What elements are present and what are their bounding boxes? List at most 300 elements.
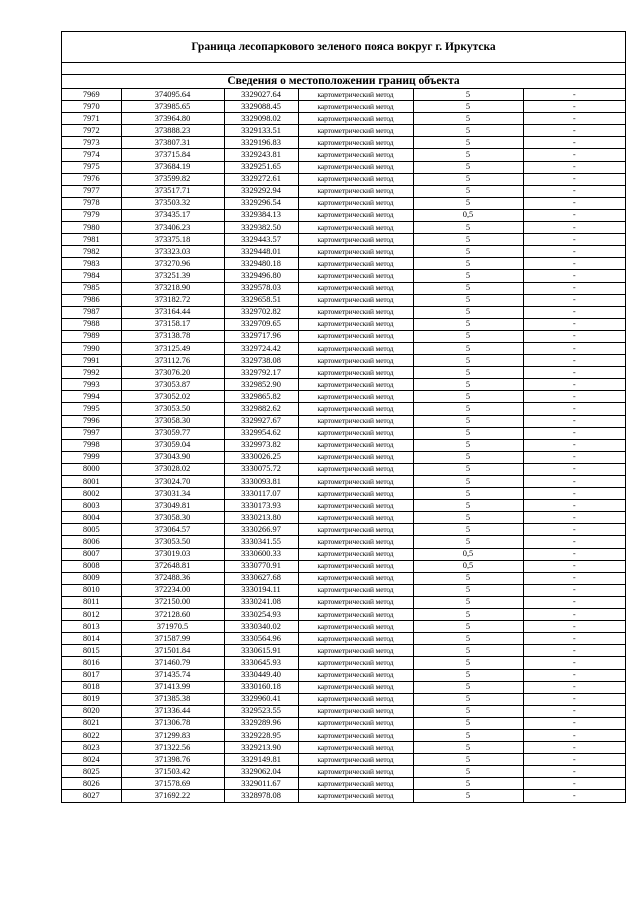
x-coordinate-cell: 372150.00 — [121, 596, 224, 608]
description-cell: - — [523, 258, 625, 270]
point-number-cell: 8026 — [62, 778, 121, 790]
y-coordinate-cell: 3330341.55 — [224, 536, 298, 548]
description-cell: - — [523, 657, 625, 669]
point-number-cell: 7980 — [62, 222, 121, 234]
description-cell: - — [523, 209, 625, 221]
y-coordinate-cell: 3329496.80 — [224, 270, 298, 282]
x-coordinate-cell: 373125.49 — [121, 342, 224, 354]
description-cell: - — [523, 729, 625, 741]
accuracy-cell: 5 — [413, 318, 523, 330]
x-coordinate-cell: 373053.50 — [121, 536, 224, 548]
method-cell: картометрический метод — [298, 693, 413, 705]
description-cell: - — [523, 185, 625, 197]
point-number-cell: 7991 — [62, 355, 121, 367]
x-coordinate-cell: 373406.23 — [121, 222, 224, 234]
accuracy-cell: 5 — [413, 403, 523, 415]
x-coordinate-cell: 374095.64 — [121, 89, 224, 101]
table-row — [62, 790, 625, 802]
method-cell: картометрический метод — [298, 681, 413, 693]
y-coordinate-cell: 3329927.67 — [224, 415, 298, 427]
y-coordinate-cell: 3330093.81 — [224, 476, 298, 488]
method-cell: картометрический метод — [298, 645, 413, 657]
method-cell: картометрический метод — [298, 657, 413, 669]
y-coordinate-cell: 3329960.41 — [224, 693, 298, 705]
description-cell: - — [523, 197, 625, 209]
table-row — [62, 318, 625, 330]
method-cell: картометрический метод — [298, 415, 413, 427]
method-cell: картометрический метод — [298, 633, 413, 645]
point-number-cell: 8007 — [62, 548, 121, 560]
method-cell: картометрический метод — [298, 173, 413, 185]
table-row — [62, 427, 625, 439]
table-row — [62, 89, 625, 101]
point-number-cell: 8005 — [62, 524, 121, 536]
point-number-cell: 8024 — [62, 754, 121, 766]
accuracy-cell: 5 — [413, 101, 523, 113]
description-cell: - — [523, 125, 625, 137]
description-cell: - — [523, 451, 625, 463]
description-cell: - — [523, 294, 625, 306]
method-cell: картометрический метод — [298, 197, 413, 209]
table-row — [62, 379, 625, 391]
method-cell: картометрический метод — [298, 342, 413, 354]
x-coordinate-cell: 371413.99 — [121, 681, 224, 693]
y-coordinate-cell: 3329724.42 — [224, 342, 298, 354]
description-cell: - — [523, 161, 625, 173]
point-number-cell: 7977 — [62, 185, 121, 197]
table-row — [62, 512, 625, 524]
x-coordinate-cell: 373059.04 — [121, 439, 224, 451]
x-coordinate-cell: 373076.20 — [121, 367, 224, 379]
description-cell: - — [523, 754, 625, 766]
y-coordinate-cell: 3329852.90 — [224, 379, 298, 391]
x-coordinate-cell: 371336.44 — [121, 705, 224, 717]
method-cell: картометрический метод — [298, 137, 413, 149]
x-coordinate-cell: 373112.76 — [121, 355, 224, 367]
accuracy-cell: 5 — [413, 609, 523, 621]
description-cell: - — [523, 742, 625, 754]
y-coordinate-cell: 3329292.94 — [224, 185, 298, 197]
x-coordinate-cell: 371587.99 — [121, 633, 224, 645]
method-cell: картометрический метод — [298, 318, 413, 330]
method-cell: картометрический метод — [298, 572, 413, 584]
table-row — [62, 754, 625, 766]
accuracy-cell: 5 — [413, 500, 523, 512]
accuracy-cell: 5 — [413, 584, 523, 596]
y-coordinate-cell: 3329149.81 — [224, 754, 298, 766]
method-cell: картометрический метод — [298, 330, 413, 342]
accuracy-cell: 5 — [413, 197, 523, 209]
accuracy-cell: 5 — [413, 633, 523, 645]
method-cell: картометрический метод — [298, 742, 413, 754]
table-row — [62, 609, 625, 621]
table-row — [62, 742, 625, 754]
accuracy-cell: 5 — [413, 790, 523, 802]
point-number-cell: 7986 — [62, 294, 121, 306]
table-row — [62, 306, 625, 318]
table-row — [62, 766, 625, 778]
accuracy-cell: 5 — [413, 222, 523, 234]
method-cell: картометрический метод — [298, 185, 413, 197]
point-number-cell: 8017 — [62, 669, 121, 681]
y-coordinate-cell: 3328978.08 — [224, 790, 298, 802]
description-cell: - — [523, 524, 625, 536]
x-coordinate-cell: 371385.38 — [121, 693, 224, 705]
accuracy-cell: 5 — [413, 234, 523, 246]
y-coordinate-cell: 3329384.13 — [224, 209, 298, 221]
y-coordinate-cell: 3329480.18 — [224, 258, 298, 270]
accuracy-cell: 5 — [413, 657, 523, 669]
table-row — [62, 403, 625, 415]
y-coordinate-cell: 3329296.54 — [224, 197, 298, 209]
x-coordinate-cell: 373058.30 — [121, 415, 224, 427]
accuracy-cell: 5 — [413, 391, 523, 403]
accuracy-cell: 5 — [413, 766, 523, 778]
point-number-cell: 7979 — [62, 209, 121, 221]
x-coordinate-cell: 373684.19 — [121, 161, 224, 173]
y-coordinate-cell: 3330449.40 — [224, 669, 298, 681]
method-cell: картометрический метод — [298, 367, 413, 379]
x-coordinate-cell: 373052.02 — [121, 391, 224, 403]
accuracy-cell: 5 — [413, 125, 523, 137]
table-row — [62, 548, 625, 560]
method-cell: картометрический метод — [298, 294, 413, 306]
y-coordinate-cell: 3330254.93 — [224, 609, 298, 621]
accuracy-cell: 5 — [413, 717, 523, 729]
point-number-cell: 8018 — [62, 681, 121, 693]
y-coordinate-cell: 3329792.17 — [224, 367, 298, 379]
method-cell: картометрический метод — [298, 125, 413, 137]
x-coordinate-cell: 373807.31 — [121, 137, 224, 149]
accuracy-cell: 5 — [413, 645, 523, 657]
table-row — [62, 717, 625, 729]
method-cell: картометрический метод — [298, 451, 413, 463]
y-coordinate-cell: 3329882.62 — [224, 403, 298, 415]
table-row — [62, 330, 625, 342]
table-row — [62, 342, 625, 354]
y-coordinate-cell: 3329702.82 — [224, 306, 298, 318]
method-cell: картометрический метод — [298, 149, 413, 161]
table-row — [62, 234, 625, 246]
description-cell: - — [523, 766, 625, 778]
point-number-cell: 8022 — [62, 729, 121, 741]
point-number-cell: 7978 — [62, 197, 121, 209]
method-cell: картометрический метод — [298, 222, 413, 234]
description-cell: - — [523, 560, 625, 572]
accuracy-cell: 5 — [413, 705, 523, 717]
accuracy-cell: 5 — [413, 572, 523, 584]
table-row — [62, 621, 625, 633]
point-number-cell: 7971 — [62, 113, 121, 125]
table-row — [62, 693, 625, 705]
y-coordinate-cell: 3329709.65 — [224, 318, 298, 330]
accuracy-cell: 5 — [413, 451, 523, 463]
accuracy-cell: 5 — [413, 246, 523, 258]
y-coordinate-cell: 3329251.65 — [224, 161, 298, 173]
description-cell: - — [523, 222, 625, 234]
table-row — [62, 657, 625, 669]
point-number-cell: 7992 — [62, 367, 121, 379]
x-coordinate-cell: 373985.65 — [121, 101, 224, 113]
x-coordinate-cell: 373323.03 — [121, 246, 224, 258]
method-cell: картометрический метод — [298, 258, 413, 270]
y-coordinate-cell: 3330241.08 — [224, 596, 298, 608]
y-coordinate-cell: 3329088.45 — [224, 101, 298, 113]
point-number-cell: 7993 — [62, 379, 121, 391]
y-coordinate-cell: 3330026.25 — [224, 451, 298, 463]
coordinates-table — [62, 89, 625, 802]
accuracy-cell: 5 — [413, 754, 523, 766]
description-cell: - — [523, 572, 625, 584]
y-coordinate-cell: 3330770.91 — [224, 560, 298, 572]
description-cell: - — [523, 500, 625, 512]
point-number-cell: 7996 — [62, 415, 121, 427]
point-number-cell: 7987 — [62, 306, 121, 318]
description-cell: - — [523, 173, 625, 185]
description-cell: - — [523, 609, 625, 621]
y-coordinate-cell: 3329523.55 — [224, 705, 298, 717]
description-cell: - — [523, 113, 625, 125]
point-number-cell: 8006 — [62, 536, 121, 548]
method-cell: картометрический метод — [298, 89, 413, 101]
y-coordinate-cell: 3330075.72 — [224, 463, 298, 475]
table-row — [62, 173, 625, 185]
method-cell: картометрический метод — [298, 790, 413, 802]
description-cell: - — [523, 101, 625, 113]
table-row — [62, 294, 625, 306]
accuracy-cell: 5 — [413, 729, 523, 741]
description-cell: - — [523, 137, 625, 149]
document-title: Граница лесопаркового зеленого пояса вокруг г. Иркутска — [62, 32, 625, 63]
point-number-cell: 7976 — [62, 173, 121, 185]
accuracy-cell: 5 — [413, 596, 523, 608]
x-coordinate-cell: 372648.81 — [121, 560, 224, 572]
description-cell: - — [523, 89, 625, 101]
y-coordinate-cell: 3330266.97 — [224, 524, 298, 536]
y-coordinate-cell: 3330213.80 — [224, 512, 298, 524]
table-row — [62, 463, 625, 475]
description-cell: - — [523, 536, 625, 548]
y-coordinate-cell: 3330160.18 — [224, 681, 298, 693]
y-coordinate-cell: 3329717.96 — [224, 330, 298, 342]
description-cell: - — [523, 778, 625, 790]
x-coordinate-cell: 371322.56 — [121, 742, 224, 754]
table-row — [62, 149, 625, 161]
accuracy-cell: 5 — [413, 113, 523, 125]
y-coordinate-cell: 3329027.64 — [224, 89, 298, 101]
method-cell: картометрический метод — [298, 560, 413, 572]
table-row — [62, 681, 625, 693]
description-cell: - — [523, 270, 625, 282]
table-row — [62, 439, 625, 451]
y-coordinate-cell: 3329213.90 — [224, 742, 298, 754]
x-coordinate-cell: 373053.87 — [121, 379, 224, 391]
description-cell: - — [523, 488, 625, 500]
description-cell: - — [523, 391, 625, 403]
x-coordinate-cell: 373164.44 — [121, 306, 224, 318]
method-cell: картометрический метод — [298, 729, 413, 741]
method-cell: картометрический метод — [298, 355, 413, 367]
x-coordinate-cell: 373435.17 — [121, 209, 224, 221]
table-row — [62, 705, 625, 717]
title-spacer — [62, 63, 625, 75]
section-subtitle: Сведения о местоположении границ объекта — [62, 75, 625, 89]
method-cell: картометрический метод — [298, 234, 413, 246]
table-row — [62, 584, 625, 596]
accuracy-cell: 5 — [413, 463, 523, 475]
accuracy-cell: 5 — [413, 355, 523, 367]
method-cell: картометрический метод — [298, 113, 413, 125]
point-number-cell: 8003 — [62, 500, 121, 512]
x-coordinate-cell: 373270.96 — [121, 258, 224, 270]
point-number-cell: 8010 — [62, 584, 121, 596]
description-cell: - — [523, 379, 625, 391]
description-cell: - — [523, 439, 625, 451]
description-cell: - — [523, 403, 625, 415]
accuracy-cell: 5 — [413, 270, 523, 282]
x-coordinate-cell: 373182.72 — [121, 294, 224, 306]
table-row — [62, 185, 625, 197]
x-coordinate-cell: 373028.02 — [121, 463, 224, 475]
point-number-cell: 8009 — [62, 572, 121, 584]
accuracy-cell: 5 — [413, 439, 523, 451]
y-coordinate-cell: 3329289.96 — [224, 717, 298, 729]
accuracy-cell: 5 — [413, 149, 523, 161]
table-row — [62, 367, 625, 379]
document-sheet — [61, 31, 626, 803]
method-cell: картометрический метод — [298, 754, 413, 766]
table-row — [62, 282, 625, 294]
x-coordinate-cell: 373964.80 — [121, 113, 224, 125]
method-cell: картометрический метод — [298, 512, 413, 524]
point-number-cell: 7990 — [62, 342, 121, 354]
y-coordinate-cell: 3329228.95 — [224, 729, 298, 741]
accuracy-cell: 5 — [413, 137, 523, 149]
point-number-cell: 7969 — [62, 89, 121, 101]
accuracy-cell: 5 — [413, 379, 523, 391]
description-cell: - — [523, 681, 625, 693]
point-number-cell: 7988 — [62, 318, 121, 330]
y-coordinate-cell: 3330564.96 — [224, 633, 298, 645]
point-number-cell: 7970 — [62, 101, 121, 113]
table-row — [62, 222, 625, 234]
table-row — [62, 729, 625, 741]
point-number-cell: 8013 — [62, 621, 121, 633]
x-coordinate-cell: 373053.50 — [121, 403, 224, 415]
x-coordinate-cell: 371306.78 — [121, 717, 224, 729]
point-number-cell: 8019 — [62, 693, 121, 705]
point-number-cell: 7981 — [62, 234, 121, 246]
x-coordinate-cell: 373503.32 — [121, 197, 224, 209]
y-coordinate-cell: 3329443.57 — [224, 234, 298, 246]
accuracy-cell: 5 — [413, 161, 523, 173]
description-cell: - — [523, 693, 625, 705]
table-row — [62, 560, 625, 572]
description-cell: - — [523, 318, 625, 330]
accuracy-cell: 5 — [413, 476, 523, 488]
accuracy-cell: 5 — [413, 294, 523, 306]
point-number-cell: 8021 — [62, 717, 121, 729]
method-cell: картометрический метод — [298, 427, 413, 439]
description-cell: - — [523, 342, 625, 354]
table-row — [62, 488, 625, 500]
accuracy-cell: 5 — [413, 681, 523, 693]
method-cell: картометрический метод — [298, 209, 413, 221]
coordinates-table-body — [62, 89, 625, 802]
table-row — [62, 270, 625, 282]
method-cell: картометрический метод — [298, 439, 413, 451]
accuracy-cell: 5 — [413, 536, 523, 548]
description-cell: - — [523, 596, 625, 608]
description-cell: - — [523, 669, 625, 681]
accuracy-cell: 0,5 — [413, 209, 523, 221]
method-cell: картометрический метод — [298, 609, 413, 621]
method-cell: картометрический метод — [298, 463, 413, 475]
y-coordinate-cell: 3329011.67 — [224, 778, 298, 790]
accuracy-cell: 5 — [413, 306, 523, 318]
description-cell: - — [523, 717, 625, 729]
table-row — [62, 645, 625, 657]
method-cell: картометрический метод — [298, 621, 413, 633]
table-row — [62, 101, 625, 113]
method-cell: картометрический метод — [298, 548, 413, 560]
accuracy-cell: 5 — [413, 512, 523, 524]
x-coordinate-cell: 372128.60 — [121, 609, 224, 621]
x-coordinate-cell: 373049.81 — [121, 500, 224, 512]
y-coordinate-cell: 3329133.51 — [224, 125, 298, 137]
y-coordinate-cell: 3329062.04 — [224, 766, 298, 778]
accuracy-cell: 5 — [413, 524, 523, 536]
description-cell: - — [523, 633, 625, 645]
x-coordinate-cell: 371970.5 — [121, 621, 224, 633]
y-coordinate-cell: 3330627.68 — [224, 572, 298, 584]
point-number-cell: 8023 — [62, 742, 121, 754]
x-coordinate-cell: 373058.30 — [121, 512, 224, 524]
table-row — [62, 246, 625, 258]
accuracy-cell: 5 — [413, 342, 523, 354]
accuracy-cell: 5 — [413, 693, 523, 705]
table-row — [62, 125, 625, 137]
point-number-cell: 7994 — [62, 391, 121, 403]
x-coordinate-cell: 371299.83 — [121, 729, 224, 741]
table-row — [62, 572, 625, 584]
y-coordinate-cell: 3329865.82 — [224, 391, 298, 403]
point-number-cell: 8020 — [62, 705, 121, 717]
method-cell: картометрический метод — [298, 403, 413, 415]
point-number-cell: 7984 — [62, 270, 121, 282]
x-coordinate-cell: 373043.90 — [121, 451, 224, 463]
point-number-cell: 7995 — [62, 403, 121, 415]
table-row — [62, 451, 625, 463]
table-row — [62, 669, 625, 681]
accuracy-cell: 5 — [413, 330, 523, 342]
method-cell: картометрический метод — [298, 596, 413, 608]
x-coordinate-cell: 373064.57 — [121, 524, 224, 536]
table-row — [62, 500, 625, 512]
x-coordinate-cell: 373251.39 — [121, 270, 224, 282]
point-number-cell: 7989 — [62, 330, 121, 342]
description-cell: - — [523, 645, 625, 657]
method-cell: картометрический метод — [298, 476, 413, 488]
table-row — [62, 113, 625, 125]
table-row — [62, 391, 625, 403]
description-cell: - — [523, 548, 625, 560]
point-number-cell: 7997 — [62, 427, 121, 439]
y-coordinate-cell: 3329973.82 — [224, 439, 298, 451]
point-number-cell: 8027 — [62, 790, 121, 802]
x-coordinate-cell: 373888.23 — [121, 125, 224, 137]
table-row — [62, 596, 625, 608]
